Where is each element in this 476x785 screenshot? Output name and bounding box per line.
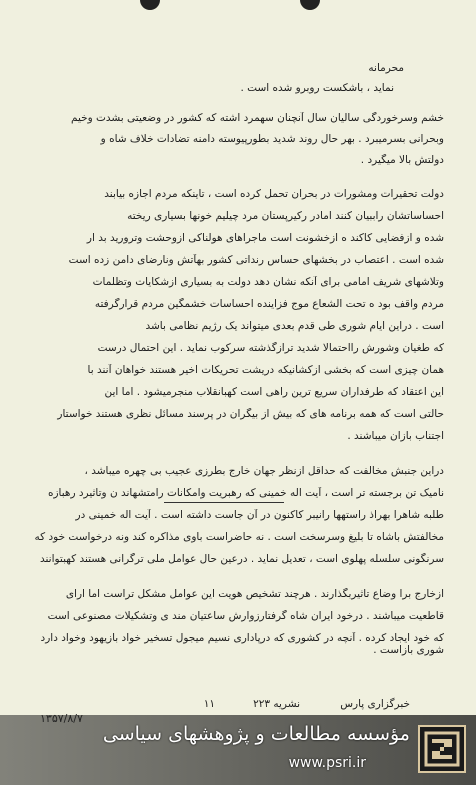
watermark-banner xyxy=(0,715,476,785)
text-line: که خود ایجاد کرده . آنچه در کشوری که درپاداری نسیم میجول تسخیر خواد بازیهود وخواد دارد شوری بازاست . xyxy=(40,632,444,656)
text-line: اجتناب بازان میباشند . xyxy=(347,430,444,442)
text-line: دولت تحقیرات ومشورات در بحران تحمل کرده است ، تاینکه مردم اجازه بیابند xyxy=(104,188,444,200)
text-line: احساساتشان راببیان کنند امادر رکیرپستان مرد چیلیم خونها بسیاری ریخته xyxy=(127,210,444,222)
text-line: وتلاشهای شریف امامی برای آنکه نشان دهد دولت به بسیاری ازشکایات وتظلمات xyxy=(92,276,444,288)
punch-hole xyxy=(140,0,160,10)
institute-name: مؤسسه مطالعات و پژوهشهای سیاسی xyxy=(102,723,410,745)
text-line: وبحرانی بسرمیبرد . بهر حال روند شدید بطورپیوسته دامنه تضادات خلاف شاه و xyxy=(100,133,444,145)
document-body xyxy=(12,40,464,720)
text-line: که طغیان وشورش رااحتمالا شدید ترازگذشته سرکوب نماید . این احتمال درست xyxy=(97,342,444,354)
logo-pattern-icon xyxy=(420,727,464,771)
classification-label: محرمانه xyxy=(368,62,404,74)
text-line: نامیک تن برجسته تر است ، آیت اله خمینی که رهبریت وامکانات رامتشهاند ن وتاثیرد رهبازه xyxy=(47,487,444,499)
text-line: شده و ازفضایی کاکند ه ازخشونت است ماجراهای هولناکی ازوحشت وترورید بد ار xyxy=(86,232,444,244)
text-line: قاطعیت میباشند . درخود ایران شاه گرفتارزوارش ساعتیان مند ی وتشکیلات مصنوعی است xyxy=(47,610,444,622)
text-line: سرنگونی سلسله پهلوی است ، تعدیل نماید . درعین حال عوامل ملی ترگرانی هستند کهبتوانند xyxy=(39,553,444,565)
text-line: حالتی است که همه برنامه های که بیش از بیگران در پرسند مسائل نظری هستند خواستار xyxy=(57,408,444,420)
text-line: همان چیزی است که بخشی ازکشانیکه دریشت تحریکات اخیر هستند خواهان آنند با xyxy=(87,364,444,376)
punch-holes xyxy=(0,0,476,28)
subject-line: نماید ، باشکست روبرو شده است . xyxy=(240,82,394,94)
page-number: ۱۱ xyxy=(203,698,215,710)
document-footer xyxy=(30,698,430,714)
issue-number: نشریه ۲۲۳ xyxy=(253,698,300,710)
punch-hole xyxy=(300,0,320,10)
text-line: شده است . اعتصاب در بخشهای حساس رنداتی کشور بهآتش ونارضای دامن زده است xyxy=(68,254,444,266)
text-line: خشم وسرخوردگی سالیان سال آنچنان سهمرد اشته که کشور در وضعیتی بشدت وخیم xyxy=(70,112,444,124)
text-line: این اعتقاد که طرفداران سریع ترین راهی است کهبانقلاب منجرمیشود . اما این xyxy=(104,386,444,398)
text-line: مخالفتش باشاه تا بلیغ وسرسخت است . نه حاضراست باوی مذاکره کند ونه درخواست خود که xyxy=(34,531,444,543)
text-line: ازخارج برا وضاع تاثیربگذارند . هرچند تشخیص هویت این عوامل مشکل تراست اما ارای xyxy=(65,588,444,600)
institute-logo-icon xyxy=(418,725,466,773)
institute-url: www.psri.ir xyxy=(288,755,366,771)
text-line: است . دراین ایام شوری طی قدم بعدی میتواند یک رژیم نظامی باشد xyxy=(145,320,444,332)
text-line: طلبه شاهرا بهراذ راستهها رانیبر کاکنون در آن جاست داشته است . آیت اله خمینی در xyxy=(75,509,444,521)
text-line: مردم واقف بود ه تحت الشعاع موج فزاینده احساسات خشمگین مردم قرارگرفته xyxy=(94,298,444,310)
handwritten-underline xyxy=(164,502,284,503)
text-line: دولتش بالا میگیرد . xyxy=(360,154,444,166)
text-line: دراین جنبش مخالفت که حداقل ازنظر جهان خارج بطرزی عجیب بی چهره میباشد ، xyxy=(84,465,444,477)
news-source: خبرگزاری پارس xyxy=(340,698,410,710)
